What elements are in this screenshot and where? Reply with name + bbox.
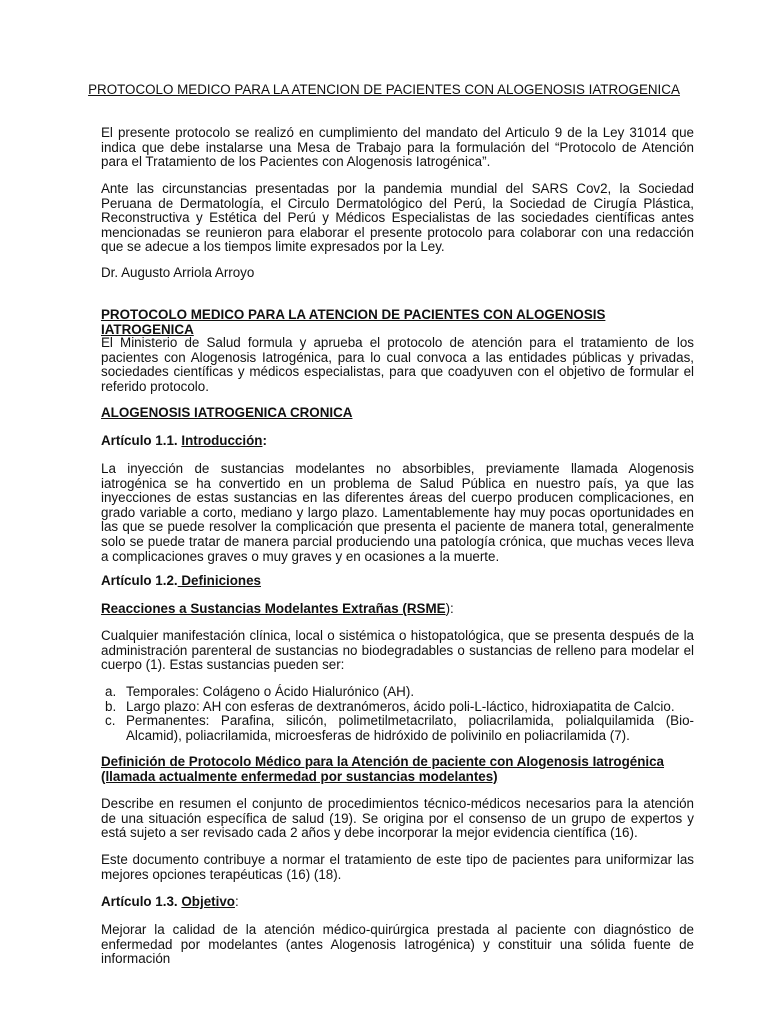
article-1-3-heading bbox=[101, 895, 694, 910]
article-1-1-suffix: : bbox=[262, 433, 267, 448]
section-heading-protocol bbox=[101, 308, 694, 337]
article-1-2-prefix: Artículo 1.2. bbox=[101, 573, 178, 588]
list-marker: a. bbox=[105, 684, 117, 699]
rsme-heading-suffix: ): bbox=[445, 601, 454, 616]
list-item-text: Largo plazo: AH con esferas de dextranómeros, ácido poli-L-láctico, hidroxiapatita de Calcio. bbox=[126, 698, 675, 714]
list-item-text: Permanentes: Parafina, silicón, polimetilmetacrilato, poliacrilamida, polialquilamida (Bio-Alcamid), poliacrilamida, microesferas de hidróxido de polivinilo en poliacrilamida (7). bbox=[126, 713, 694, 743]
definition-heading-line-1: Definición de Protocolo Médico para la Atención de paciente con Alogenosis Iatrogénica bbox=[101, 754, 665, 769]
list-item-text: Temporales: Colágeno o Ácido Hialurónico (AH). bbox=[126, 684, 415, 699]
definition-heading-line-2: (llamada actualmente enfermedad por sustancias modelantes) bbox=[101, 768, 498, 784]
intro-paragraph-1: El presente protocolo se realizó en cumplimiento del mandato del Articulo 9 de la Ley 31014 que indica que debe instalarse una Mesa de Trabajo para la formulación del “Protocolo de Atención para el Tratamiento de los Pacientes con Alogenosis Iatrogénica”. bbox=[101, 125, 694, 170]
rsme-heading bbox=[101, 602, 694, 617]
article-1-2-heading bbox=[101, 574, 694, 589]
article-1-3-prefix: Artículo 1.3. bbox=[101, 894, 182, 909]
substance-list bbox=[101, 685, 694, 743]
ministerio-paragraph: El Ministerio de Salud formula y aprueba el protocolo de atención para el tratamiento de los pacientes con Alogenosis Iatrogénica, para lo cual convoca a las entidades públicas y privadas, sociedades científicas y médicos especialistas, para que coadyuven con el objetivo de formular el referido protocolo. bbox=[101, 335, 694, 394]
list-item bbox=[101, 700, 694, 715]
article-1-1-prefix: Artículo 1.1. bbox=[101, 433, 182, 448]
list-item bbox=[101, 685, 694, 700]
article-1-1-paragraph: La inyección de sustancias modelantes no absorbibles, previamente llamada Alogenosis iatrogénica se ha convertido en un problema de Salud Pública en nuestro país, ya que las inyecciones de estas sustancias en las diferentes áreas del cuerpo producen complicaciones, en grado variable a corto, mediano y largo plazo. Lamentablemente hay muy pocas oportunidades en las que se puede resolver la complicación que presenta el paciente de manera total, generalmente solo se puede tratar de manera parcial produciendo una patología crónica, que muchas veces lleva a complicaciones graves o muy graves y en ocasiones a la muerte. bbox=[101, 461, 694, 564]
article-1-2-label: Definiciones bbox=[177, 573, 261, 588]
article-1-3-suffix: : bbox=[234, 894, 239, 909]
document-title: PROTOCOLO MEDICO PARA LA ATENCION DE PACIENTES CON ALOGENOSIS IATROGENICA bbox=[88, 82, 680, 97]
rsme-paragraph: Cualquier manifestación clínica, local o sistémica o histopatológica, que se presenta después de la administración parenteral de sustancias no biodegradables o sustancias de relleno para modelar el cuerpo (1). Estas sustancias pueden ser: bbox=[101, 628, 694, 673]
definition-paragraph-1: Describe en resumen el conjunto de procedimientos técnico-médicos necesarios para la atención de una situación específica de salud (19). Se origina por el consenso de un grupo de expertos y está sujeto a ser revisado cada 2 años y debe incorporar la mejor evidencia científica (16). bbox=[101, 796, 694, 841]
list-marker: b. bbox=[105, 698, 117, 714]
list-marker: c. bbox=[105, 713, 116, 729]
rsme-heading-label: Reacciones a Sustancias Modelantes Extrañas (RSME bbox=[101, 601, 446, 616]
section-heading-protocol-text: PROTOCOLO MEDICO PARA LA ATENCION DE PACIENTES CON ALOGENOSIS IATROGENICA bbox=[101, 307, 606, 337]
article-1-1-label: Introducción bbox=[181, 433, 263, 448]
section-heading-cronica bbox=[101, 406, 694, 421]
article-1-3-paragraph: Mejorar la calidad de la atención médico-quirúrgica prestada al paciente con diagnóstico de enfermedad por modelantes (antes Alogenosis Iatrogénica) y constituir una sólida fuente de información bbox=[101, 922, 694, 967]
article-1-1-heading bbox=[101, 434, 694, 449]
intro-paragraph-2: Ante las circunstancias presentadas por la pandemia mundial del SARS Cov2, la Sociedad Peruana de Dermatología, el Circulo Dermatológico del Perú, la Sociedad de Cirugía Plástica, Reconstructiva y Estética del Perú y Médicos Especialistas de las sociedades científicas antes mencionadas se reunieron para elaborar el presente protocolo para colaborar con una redacción que se adecue a los tiempos limite expresados por la Ley. bbox=[101, 181, 694, 255]
section-heading-cronica-text: ALOGENOSIS IATROGENICA CRONICA bbox=[101, 405, 353, 420]
list-item bbox=[101, 714, 694, 743]
definition-heading bbox=[101, 755, 694, 784]
author-line: Dr. Augusto Arriola Arroyo bbox=[101, 265, 255, 280]
definition-paragraph-2: Este documento contribuye a normar el tratamiento de este tipo de pacientes para uniformizar las mejores opciones terapéuticas (16) (18). bbox=[101, 852, 694, 882]
article-1-3-label: Objetivo bbox=[181, 894, 235, 909]
